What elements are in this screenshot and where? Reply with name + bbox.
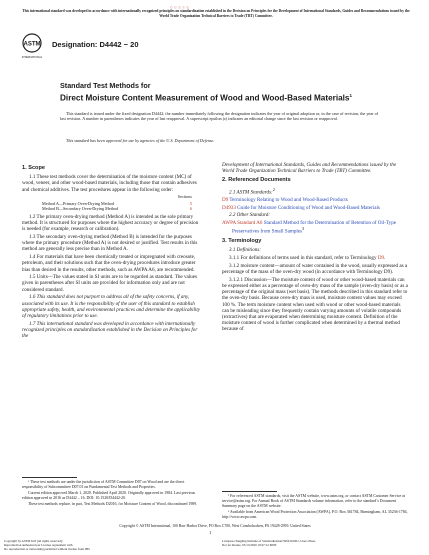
para-3-1-2: 3.1.2 moisture content—amount of water contained in the wood, usually expressed as a percentage of the mass of the oven-dry wood (in accordance with Terminology D9). <box>222 262 408 276</box>
reference-d9 <box>222 197 408 203</box>
page-number: 1 <box>209 530 212 535</box>
reference-awpa <box>222 220 408 235</box>
para-1-1: 1.1 These test methods cover the determination of the moisture content (MC) of wood, veneer, and other wood-based materials, including those that contain adhesives and chemical additives. The test procedures appear in the following order: <box>22 174 197 193</box>
license-line: Licensee=Tongling Institute of Standardization/5956116001, User=Zhou, <box>222 539 316 543</box>
footnote-rule <box>22 477 77 478</box>
para-3-1-1-end: . <box>384 255 386 262</box>
left-column <box>22 162 202 341</box>
svg-text:ASTM: ASTM <box>23 41 41 48</box>
other-standard-label: 2.2 Other Standard: <box>229 212 270 219</box>
license-line: Reproduction authorized per License Agreement with <box>4 543 73 547</box>
footnotes-left <box>22 480 202 508</box>
section-heading-scope: 1. Scope <box>22 165 46 171</box>
standard-title <box>60 81 360 104</box>
reference-title-d4933[interactable]: Guide for Moisture Conditioning of Wood and Wood-Based Materials <box>235 204 380 211</box>
footnote-3: ³ Available from American Wood Protection Association (AWPA), P.O. Box 361784, Birmingham, AL 35236-1784, http://www.awpa.com. <box>222 509 408 519</box>
astm-logo-icon <box>20 33 44 63</box>
reference-link-d9-inline[interactable]: D9 <box>377 255 385 262</box>
footnote-1-edition: Current edition approved March 1, 2020. Published April 2020. Originally approved in 1984. Last previous edition approved in 2016 as D4442 – 16. DOI: 10.1520/D4442-20. <box>22 490 196 500</box>
footnote-rule <box>222 491 277 492</box>
footnote-marker: 2 <box>272 186 275 192</box>
copyright-line: Copyright © ASTM International, 100 Barr Harbor Drive, PO Box C700, West Conshohocken, PA 19428-2959. United States <box>119 524 311 528</box>
astm-standards-text: 2.1 ASTM Standards: <box>229 189 273 196</box>
right-column <box>222 162 408 334</box>
license-footer-right <box>222 539 422 547</box>
title-main: Direct Moisture Content Measurement of Wood and Wood-Based Materials <box>60 93 350 103</box>
para-continuation: Development of International Standards, Guides and Recommendations issued by the World Trade Organization Technical Barriers to Trade (TBT) Committee. <box>222 162 397 175</box>
reference-link-d9[interactable]: D9 <box>222 197 229 203</box>
para-1-6: 1.6 This standard does not purport to address all of the safety concerns, if any, associated with its use. It is the responsibility of the user of this standard to establish appropriate safety, health, and environmental practices and determine the applicability of regulatory limitations prior to use. <box>22 294 201 319</box>
sections-row-link[interactable]: 5 <box>189 200 192 206</box>
title-line-1: Standard Test Methods for <box>60 81 151 90</box>
sections-row-label: Method A—Primary Oven-Drying Method <box>42 200 114 206</box>
para-1-4: 1.4 For materials that have been chemically treated or impregnated with creosote, petroleum, and their solutions such that the oven-drying procedures introduce greater bias than desired in the results, other methods, such as AWPA A6, are recommended. <box>22 254 196 273</box>
title-footnote-marker: 1 <box>349 93 352 98</box>
reference-title-awpa[interactable]: Standard Method for the Determination of Retention of Oil-Type Preservatives from Small Samples <box>232 220 397 235</box>
astm-standards-label <box>222 187 408 196</box>
license-footer-left <box>4 539 184 551</box>
sections-row <box>42 206 192 211</box>
reference-d4933 <box>222 205 408 211</box>
astm-logo <box>20 33 44 63</box>
para-3-1-1-text: 3.1.1 For definitions of terms used in this standard, refer to Terminology <box>229 255 378 262</box>
footnote-2: ² For referenced ASTM standards, visit the ASTM website, www.astm.org, or contact ASTM Customer Service at service@astm.org. For Annual Book of ASTM Standards volume information, refer to the standard’s Document Summary page on the ASTM website. <box>222 494 405 508</box>
para-3-1-1 <box>222 255 408 261</box>
sections-table <box>42 194 192 211</box>
designation: Designation: D4442 − 20 <box>52 40 139 49</box>
footnote-1-replace: These test methods replace, in part, Test Methods D2016, for Moisture Content of Wood, discontinued 1989. <box>28 501 198 506</box>
stamp-mark: © © © © © <box>170 5 190 10</box>
para-1-7: 1.7 This international standard was developed in accordance with internationally recognized principles on standardization established in the Decision on Principles for the <box>22 320 198 340</box>
svg-text:INTERNATIONAL: INTERNATIONAL <box>21 56 43 59</box>
reference-title-d9[interactable]: Terminology Relating to Wood and Wood-Based Products <box>228 197 348 203</box>
footnote-marker: 3 <box>302 226 305 232</box>
footnotes-right <box>222 494 408 521</box>
wto-notice: This international standard was developed in accordance with internationally recognized principles on standardization established in the Decision on Principles for the Development of International Standards, Guides and Recommendations issued by the World Trade Organization Technical Barriers to Trade (TBT) Committee. <box>22 9 410 18</box>
license-line: No reproduction or networking permitted without license from IHS <box>4 547 90 551</box>
issuance-note: This standard is issued under the fixed designation D4442; the number immediately following the designation indicates the year of original adoption or, in the case of revision, the year of last revision. A number in parentheses indicates the year of last reapproval. A superscript epsilon (ε) indicates an editorial change since the last revision or reapproval. <box>60 111 379 122</box>
reference-link-d4933[interactable]: D4933 <box>222 204 236 211</box>
para-1-3: 1.3 The secondary oven-drying method (Method B) is intended for the purposes where the primary procedure (Method A) is not desired or justified. Test results in this method are generally less precise than in Method A. <box>22 234 198 253</box>
section-heading-terminology: 3. Terminology <box>222 238 262 245</box>
definitions-label: 3.1 Definitions: <box>229 247 261 254</box>
section-heading-referenced-documents: 2. Referenced Documents <box>222 177 291 184</box>
title-line-2 <box>60 91 360 104</box>
dod-approval: This standard has been approved for use by agencies of the U.S. Department of Defense. <box>66 138 215 143</box>
para-3-1-2-1: 3.1.2.1 Discussion—The moisture content of wood or other wood-based materials can be expressed either as a percentage of oven-dry mass of the sample (oven-dry basis) or as a percentage of the original mass (wet basis). The methods described in this standard refer to the oven-dry basis. Because oven-dry mass is used, moisture content values may exceed 100 %. The term moisture content when used with wood or other wood-based materials can be misleading since they frequently contain varying amounts of volatile compounds (extractives) that are evaporated when determining moisture content. Definition of the moisture content of wood is further complicated when determined by a thermal method because of <box>222 276 408 333</box>
license-line: Not for Resale, 05/13/2020 19:47:12 MDT <box>222 543 277 547</box>
footnote-1: ¹ These test methods are under the jurisdiction of ASTM Committee D07 on Wood and are the direct responsibility of Subcommittee D07.01 on Fundamental Test Methods and Properties. <box>22 480 185 489</box>
license-line: Copyright by ASTM Int'l (all rights reserved); <box>4 539 63 543</box>
reference-link-awpa[interactable]: AWPA Standard A6 <box>222 220 263 227</box>
para-1-2: 1.2 The primary oven-drying method (Method A) is intended as the sole primary method. It is structured for purposes where the highest accuracy or degree of precision is needed (for example, research or calibration). <box>22 213 199 233</box>
para-1-5: 1.5 Units—The values stated in SI units are to be regarded as standard. The values given in parentheses after SI units are provided for information only and are not considered standard. <box>22 274 197 293</box>
sections-header: Sections <box>177 194 192 200</box>
sections-row-label: Method B—Secondary Oven-Drying Method <box>42 205 119 211</box>
sections-row-link[interactable]: 6 <box>189 205 192 211</box>
